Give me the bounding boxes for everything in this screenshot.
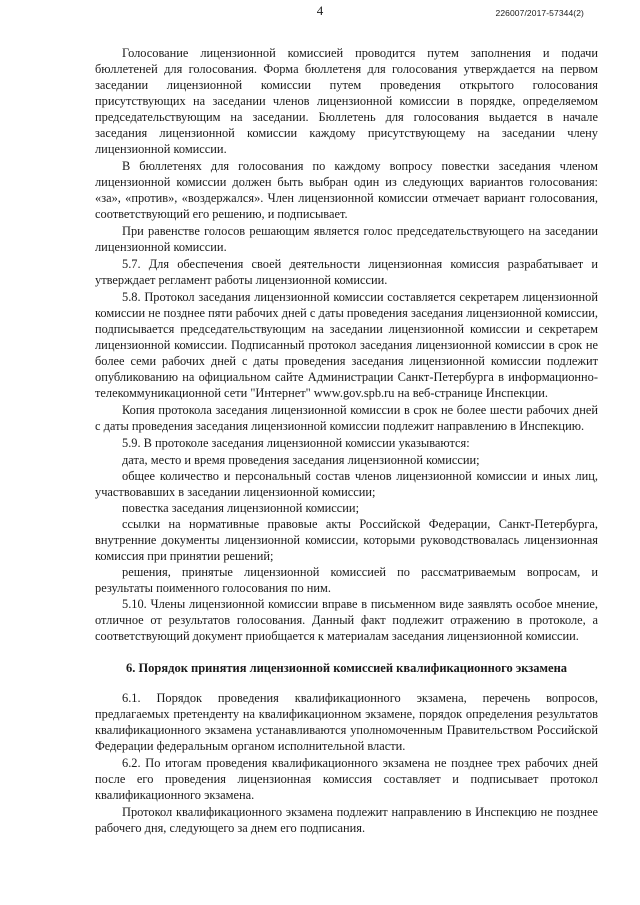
paragraph-voting-procedure: Голосование лицензионной комиссией проводится путем заполнения и подачи бюллетеней для голосования. Форма бюллетеня для голосования утверждается на первом заседании лицензионной комиссии путем проведения открытого голосования присутствующих на заседании членов лицензионной комиссии в порядке, определяемом председательствующим на заседании. Бюллетень для голосования выдается в начале заседания лицензионной комиссии каждому присутствующему на заседании члену лицензионной комиссии. bbox=[95, 46, 598, 156]
paragraph-5-8: 5.8. Протокол заседания лицензионной комиссии составляется секретарем лицензионной комиссии не позднее пяти рабочих дней с даты проведения заседания лицензионной комиссии, подписывается председательствующим на заседании лицензионной комиссии и секретарем лицензионной комиссии. Подписанный протокол заседания лицензионной комиссии в срок не более семи рабочих дней с даты проведения заседания лицензионной комиссии подлежит опубликованию на официальном сайте Администрации Санкт-Петербурга в информационно-телекоммуникационной сети "Интернет" www.gov.spb.ru на веб-странице Инспекции. bbox=[95, 290, 598, 400]
paragraph-6-1: 6.1. Порядок проведения квалификационного экзамена, перечень вопросов, предлагаемых претенденту на квалификационном экзамене, порядок определения результатов квалификационного экзамена устанавливаются уполномоченным Правительством Российской Федерации федеральным органом исполнительной власти. bbox=[95, 691, 598, 753]
list-item-participants: общее количество и персональный состав членов лицензионной комиссии и иных лиц, участвовавших в заседании лицензионной комиссии; bbox=[95, 469, 598, 499]
list-item-agenda: повестка заседания лицензионной комиссии; bbox=[122, 501, 360, 515]
section-heading: 6. Порядок принятия лицензионной комиссией квалификационного экзамена bbox=[125, 661, 568, 675]
paragraph-5-7: 5.7. Для обеспечения своей деятельности лицензионная комиссия разрабатывает и утверждает регламент работы лицензионной комиссии. bbox=[95, 257, 598, 287]
paragraph-5-10: 5.10. Члены лицензионной комиссии вправе в письменном виде заявлять особое мнение, отличное от результатов голосования. Данный факт подлежит отражению в протоколе, а соответствующий документ приобщается к материалам заседания лицензионной комиссии. bbox=[95, 597, 598, 643]
paragraph-5-9: 5.9. В протоколе заседания лицензионной комиссии указываются: bbox=[122, 436, 470, 450]
list-item-legal-refs: ссылки на нормативные правовые акты Российской Федерации, Санкт-Петербурга, внутренние документы лицензионной комиссии, которыми руководствовалась лицензионная комиссия при принятии решений; bbox=[95, 517, 598, 563]
paragraph-protocol-copy: Копия протокола заседания лицензионной комиссии в срок не более шести рабочих дней с даты проведения заседания лицензионной комиссии подлежит направлению в Инспекцию. bbox=[95, 403, 598, 433]
paragraph-exam-protocol: Протокол квалификационного экзамена подлежит направлению в Инспекцию не позднее рабочего дня, следующего за днем его подписания. bbox=[95, 805, 598, 835]
paragraph-ballot-options: В бюллетенях для голосования по каждому вопросу повестки заседания членом лицензионной комиссии должен быть выбран один из следующих вариантов голосования: «за», «против», «воздержался». Член лицензионной комиссии отмечает вариант голосования, соответствующий его решению, и подписывает. bbox=[95, 159, 598, 221]
list-item-decisions: решения, принятые лицензионной комиссией по рассматриваемым вопросам, и результаты поименного голосования по ним. bbox=[95, 565, 598, 595]
page-number: 4 bbox=[316, 3, 324, 18]
paragraph-tie-vote: При равенстве голосов решающим является голос председательствующего на заседании лицензионной комиссии. bbox=[95, 224, 598, 254]
paragraph-6-2: 6.2. По итогам проведения квалификационного экзамена не позднее трех рабочих дней после его проведения лицензионная комиссия составляет и подписывает протокол квалификационного экзамена. bbox=[95, 756, 598, 802]
document-body bbox=[95, 45, 598, 837]
document-id: 226007/2017-57344(2) bbox=[495, 8, 584, 18]
list-item-date: дата, место и время проведения заседания лицензионной комиссии; bbox=[122, 453, 480, 467]
